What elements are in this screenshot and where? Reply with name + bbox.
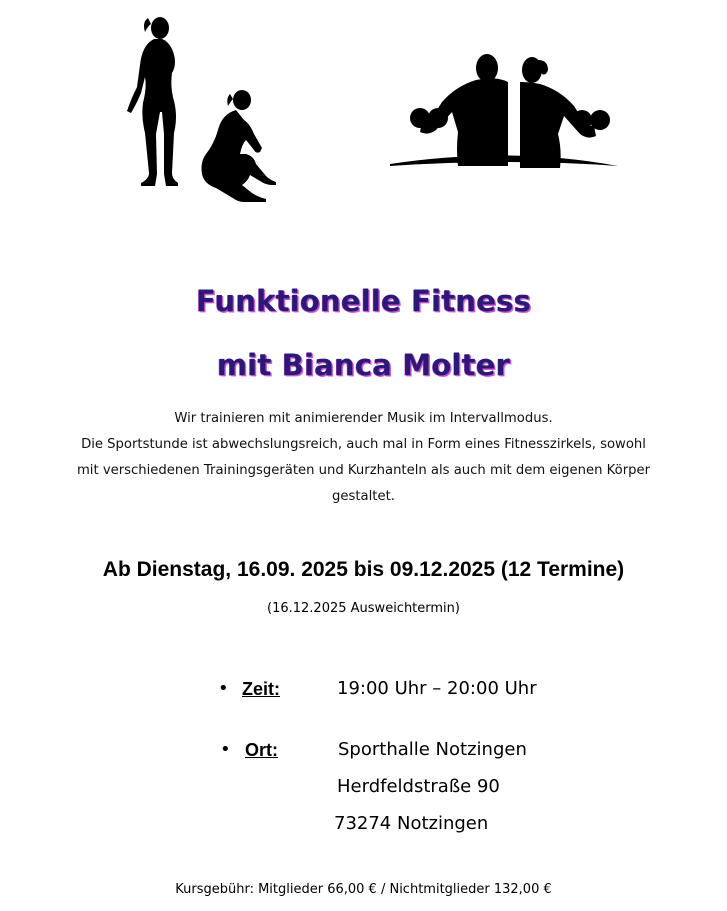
fitness-women-silhouette-icon [118, 12, 278, 204]
place-line-2: Herdfeldstraße 90 [337, 776, 500, 797]
description-line-4: gestaltet. [332, 489, 395, 504]
dumbbell-couple-silhouette-icon [390, 50, 630, 172]
description-line-1: Wir trainieren mit animierender Musik im Intervallmodus. [174, 411, 553, 426]
course-fee: Kursgebühr: Mitglieder 66,00 € / Nichtmitglieder 132,00 € [175, 882, 552, 897]
description-line-2: Die Sportstunde ist abwechslungsreich, auch mal in Form eines Fitnesszirkels, sowohl [81, 437, 646, 452]
time-value: 19:00 Uhr – 20:00 Uhr [337, 678, 537, 699]
description-line-3: mit verschiedenen Trainingsgeräten und Kurzhanteln als auch mit dem eigenen Körper [76, 463, 651, 478]
title-line-2: mit Bianca Molter [216, 348, 511, 382]
time-label: Zeit: [242, 679, 280, 699]
place-line-1: Sporthalle Notzingen [338, 739, 527, 760]
backup-date: (16.12.2025 Ausweichtermin) [267, 601, 460, 616]
place-line-3: 73274 Notzingen [334, 813, 489, 834]
place-label: Ort: [245, 740, 278, 760]
title-line-1: Funktionelle Fitness [195, 284, 532, 318]
course-dates: Ab Dienstag, 16.09. 2025 bis 09.12.2025 (12 Termine) [102, 558, 625, 581]
bullet-icon: • [220, 739, 231, 760]
bullet-icon: • [218, 678, 229, 699]
